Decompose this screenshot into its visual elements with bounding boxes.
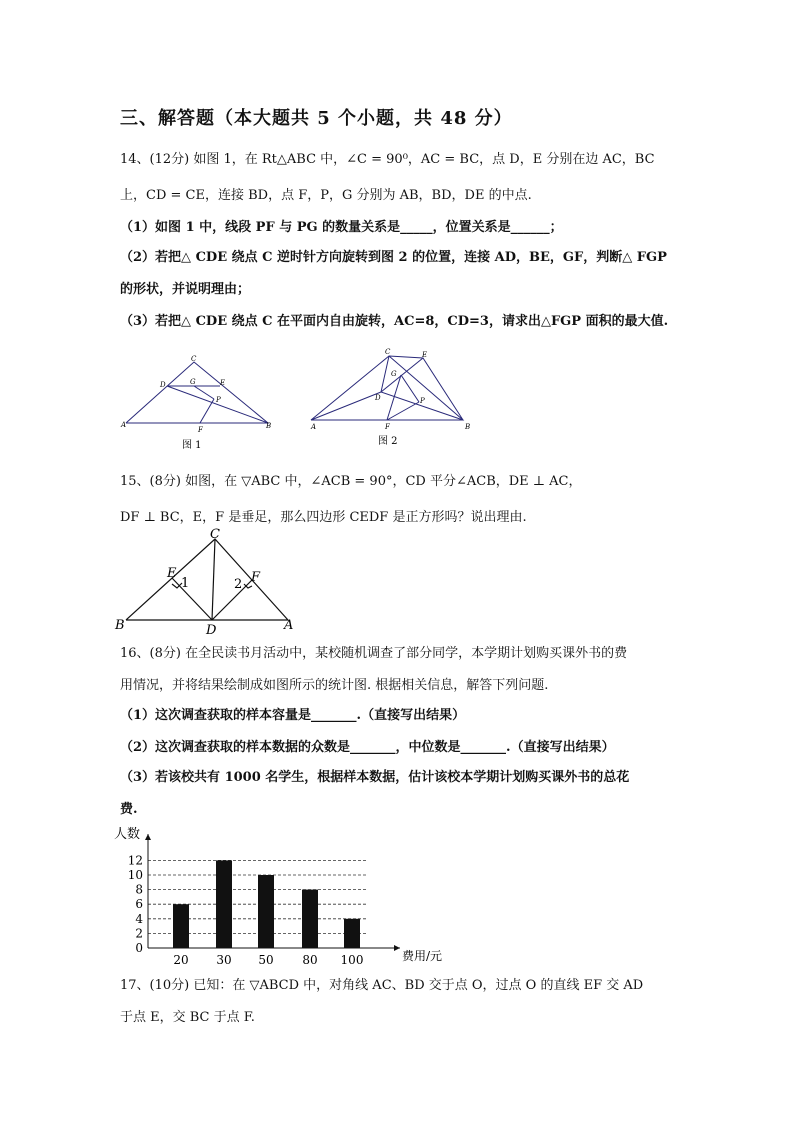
x-axis-arrow <box>394 945 400 951</box>
fig1-label-g: G <box>190 378 196 386</box>
y-axis-label: 人数 <box>114 827 141 842</box>
q14-line1: 14、(12分) 如图 1，在 Rt△ABC 中，∠C = 90⁰，AC = BC，点 D，E 分别在边 AC，BC <box>120 152 655 167</box>
y-tick-label: 4 <box>135 911 143 926</box>
x-axis-label: 费用/元 <box>402 949 443 963</box>
q15-label-b: B <box>115 618 125 633</box>
y-tick-label: 0 <box>135 941 143 955</box>
bar <box>216 860 232 948</box>
y-tick-label: 2 <box>135 926 143 941</box>
q16-bar-chart <box>110 824 443 970</box>
q15-label-f: F <box>251 570 261 585</box>
fig1-label-b: B <box>266 422 272 430</box>
q16-sub1: （1）这次调查获取的样本容量是_______.（直接写出结果） <box>120 708 466 723</box>
q15-line2: DF ⊥ BC，E，F 是垂足，那么四边形 CEDF 是正方形吗？说出理由. <box>120 510 527 525</box>
x-tick-label: 50 <box>258 953 274 967</box>
x-tick-label: 100 <box>340 953 364 967</box>
bar <box>173 904 189 948</box>
y-tick-label: 8 <box>135 882 143 897</box>
q14-figure-1 <box>118 352 278 452</box>
x-tick-label: 30 <box>216 953 232 967</box>
q14-sub1: （1）如图 1 中，线段 PF 与 PG 的数量关系是_____，位置关系是______； <box>120 220 563 235</box>
q14-sub2b: 的形状，并说明理由； <box>120 282 251 297</box>
bar <box>302 890 318 948</box>
q15-label-c: C <box>210 527 220 542</box>
fig2-caption: 图 2 <box>378 436 398 447</box>
section-title: 三、解答题（本大题共 5 个小题，共 48 分） <box>120 108 513 129</box>
fig2-label-f: F <box>385 423 390 431</box>
fig2-label-d: D <box>375 394 381 402</box>
bar <box>258 875 274 948</box>
x-tick-label: 80 <box>302 953 318 967</box>
fig2-label-c: C <box>385 348 391 356</box>
bar <box>344 919 360 948</box>
q16-line2: 用情况，并将结果绘制成如图所示的统计图. 根据相关信息，解答下列问题. <box>120 678 549 693</box>
q14-line2: 上，CD = CE，连接 BD，点 F，P，G 分别为 AB，BD，DE 的中点. <box>120 188 532 203</box>
y-tick-label: 6 <box>135 897 143 912</box>
fig1-label-e: E <box>220 379 226 387</box>
fig2-label-g: G <box>391 370 397 378</box>
fig1-label-d: D <box>160 381 166 389</box>
q15-label-e: E <box>167 566 177 581</box>
fig1-label-p: P <box>216 396 221 404</box>
q15-line1: 15、(8分) 如图，在 ▽ABC 中，∠ACB = 90°，CD 平分∠ACB，DE ⊥ AC， <box>120 474 582 489</box>
q15-label-2: 2 <box>234 577 243 592</box>
fig1-label-a: A <box>121 421 127 429</box>
q14-sub3: （3）若把△ CDE 绕点 C 在平面内自由旋转，AC=8，CD=3，请求出△FGP 面积的最大值. <box>120 314 669 329</box>
x-tick-label: 20 <box>173 953 189 967</box>
q15-label-1: 1 <box>181 576 190 591</box>
fig2-label-b: B <box>465 423 471 431</box>
q14-figure-2 <box>305 346 480 450</box>
q15-label-a: A <box>284 618 294 633</box>
q16-sub2: （2）这次调查获取的样本数据的众数是_______，中位数是_______.（直接写出结果） <box>120 740 615 755</box>
fig1-label-f: F <box>198 426 203 434</box>
y-tick-label: 12 <box>127 853 143 868</box>
fig2-label-e: E <box>422 351 428 359</box>
q15-label-d: D <box>206 623 217 638</box>
q17-line1: 17、(10分) 已知：在 ▽ABCD 中，对角线 AC、BD 交于点 O，过点 O 的直线 EF 交 AD <box>120 978 644 993</box>
q16-sub3b: 费. <box>120 802 138 817</box>
fig1-caption: 图 1 <box>182 440 202 451</box>
fig2-label-p: P <box>420 397 425 405</box>
q16-sub3a: （3）若该校共有 1000 名学生，根据样本数据，估计该校本学期计划购买课外书的总花 <box>120 770 630 785</box>
q16-line1: 16、(8分) 在全民读书月活动中，某校随机调查了部分同学，本学期计划购买课外书的费 <box>120 646 628 661</box>
y-axis-arrow <box>145 834 151 840</box>
q17-line2: 于点 E，交 BC 于点 F. <box>120 1010 255 1025</box>
y-tick-label: 10 <box>127 868 143 882</box>
q14-sub2a: （2）若把△ CDE 绕点 C 逆时针方向旋转到图 2 的位置，连接 AD，BE，GF，判断△ FGP <box>120 250 667 265</box>
fig2-label-a: A <box>311 423 317 431</box>
q15-figure <box>112 526 302 638</box>
fig1-label-c: C <box>191 355 197 363</box>
